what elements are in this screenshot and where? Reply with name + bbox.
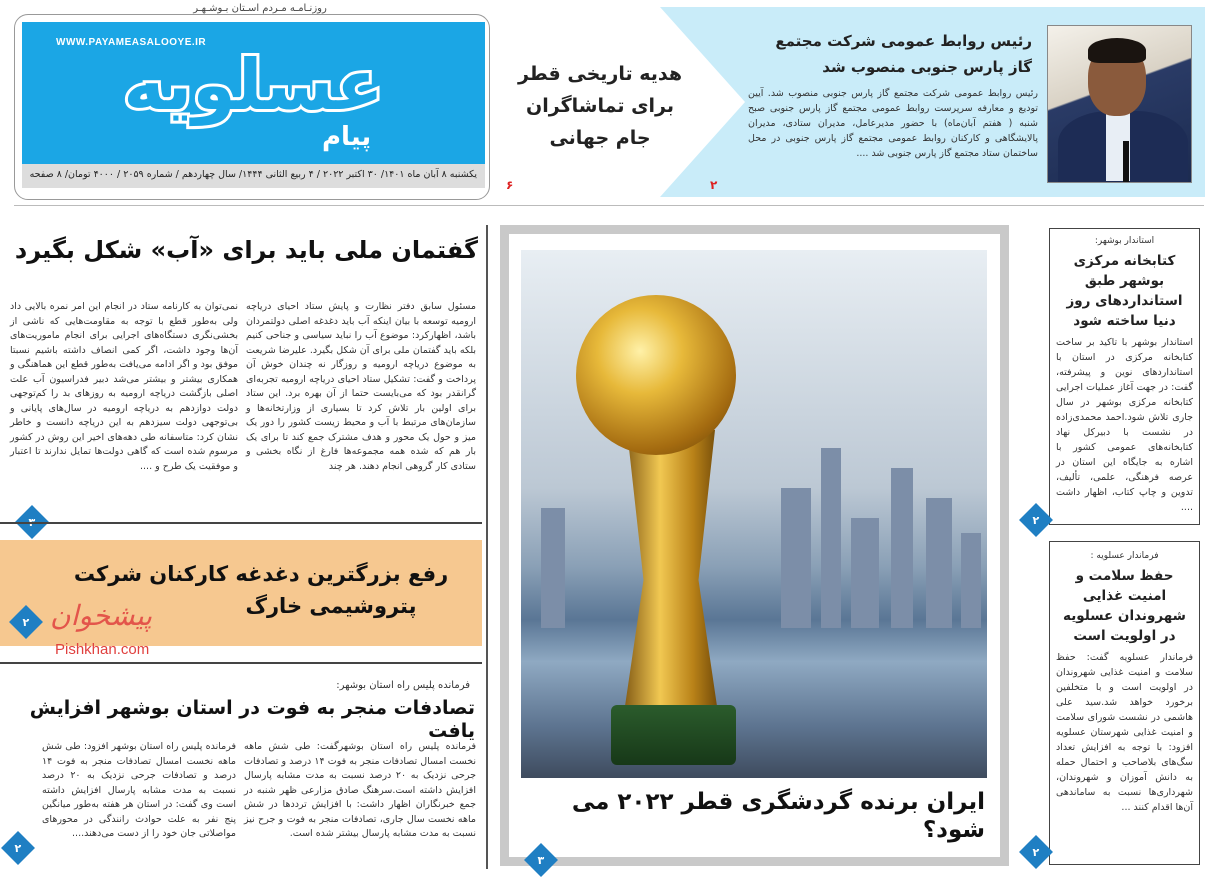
accidents-page-badge: ۲	[1, 831, 35, 865]
library-headline[interactable]: کتابخانه مرکزی بوشهر طبق استانداردهای روز دنیا ساخته شود	[1066, 253, 1183, 329]
world-cup-trophy-photo[interactable]	[521, 250, 987, 778]
kharg-headline-line1: رفع بزرگترین دغدغه کارکنان شرکت	[73, 562, 449, 586]
library-page-badge: ۲	[1019, 503, 1053, 537]
accidents-headline[interactable]: تصادفات منجر به فوت در استان بوشهر افزایش یافت	[29, 697, 475, 742]
food-safety-story	[1049, 541, 1200, 865]
masthead-logo-banner	[22, 22, 485, 164]
teaser-pr-headline[interactable]: رئیس روابط عمومی شرکت مجتمع گاز پارس جنوبی منصوب شد	[775, 32, 1032, 76]
accidents-kicker: فرمانده پلیس راه استان بوشهر:	[336, 680, 470, 691]
accidents-col-left: فرمانده پلیس راه استان بوشهر افزود: طی شش ماهه نخست امسال تصادفات منجر به فوت ۱۴ درصد و تصادفات جرحی نزدیک به ۲۰ درصد نسبت به مدت مشابه پارسال افزایش داشته است وی گفت: در استان هر هفته به‌طور میانگین پنج نفر به علت حوادث رانندگی در محورهای مواصلاتی جان خود را از دست می‌دهند....	[42, 741, 236, 839]
watermark-url: Pishkhan.com	[55, 641, 150, 658]
food-headline[interactable]: حفظ سلامت و امنیت غذایی شهروندان عسلویه در اولویت است	[1063, 568, 1186, 644]
teaser-pr-photo	[1047, 25, 1192, 183]
water-col-left: نمی‌توان به کارنامه ستاد در انجام این امر نمره بالایی داد ولی به‌طور قطع با توجه به مقاومت‌هایی که ناشی از بخشی‌نگری دستگاه‌های اجرایی برای انجام ماموریت‌های آن‌ها وجود داشت، اگر کمی انصاف داشته باشیم نسبتا موفق بود و اگر ادامه می‌یافت به‌طور قطع این هماهنگی و همکاری بیشتر و بیشتر می‌شد دبیر فدراسیون آب علت اصلی بازگشت دریاچه ارومیه به روزهای بد را کم‌توجهی دولت دوازدهم به دریاچه ارومیه در سال‌های پایانی و بی‌توجهی دولت سیزدهم به این دریاچه دانست و خاطر نشان کرد: متاسفانه طی دهه‌های اخیر این روش در کشور مرسوم شده است که گاهی دولت‌ها تمایل ندارند تا اعتبار و موفقیت یک طرح و ....	[10, 301, 238, 472]
teaser-qatar-headline[interactable]: هدیه تاریخی قطر برای تماشاگران جام جهانی	[517, 63, 683, 149]
dateline: یکشنبه ۸ آبان ماه ۱۴۰۱/ ۳۰ اکتبر ۲۰۲۲ / ۴ ربیع الثانی ۱۴۴۴/ سال چهاردهم / شماره ۲۰۵۹ / ۴۰۰۰ تومان/ ۸ صفحه	[22, 164, 485, 188]
divider	[0, 522, 482, 524]
masthead-logo-sub: پیام	[322, 122, 372, 152]
main-story-headline[interactable]: ایران برنده گردشگری قطر ۲۰۲۲ می شود؟	[571, 789, 985, 843]
divider	[0, 662, 482, 664]
kharg-headline-line2: پتروشیمی خارگ	[245, 594, 417, 618]
library-story	[1049, 228, 1200, 525]
water-headline[interactable]: گفتمان ملی باید برای «آب» شکل بگیرد	[14, 236, 478, 264]
accidents-col-right: فرمانده پلیس راه استان بوشهرگفت: طی شش ماهه نخست امسال تصادفات منجر به فوت ۱۴ درصد و تصادفات جرحی نزدیک به ۲۰ درصد نسبت به مدت مشابه پارسال افزایش داشته است.سرهنگ صادق مزارعی ظهر شنبه در جمع خبرنگاران اظهار داشت: با افزایش ترددها در شش ماهه نخست سال جاری، تصادفات منجر به فوت و جرح نیز نسبت به مدت مشابه پارسال بیشتر شده است.	[244, 741, 477, 839]
library-kicker: استاندار بوشهر:	[1094, 236, 1155, 246]
main-story-page-badge: ۳	[524, 843, 558, 877]
teaser-pr-body: رئیس روابط عمومی شرکت مجتمع گاز پارس جنوبی منصوب شد. آیین تودیع و معارفه سرپرست روابط عمومی مجتمع گاز پارس جنوبی صبح شنبه ( هفتم آبان‌ماه) با حضور مدیرعامل، مدیران ستادی، مدیران پالایشگاهی و کارکنان روابط عمومی مجتمع گاز پارس جنوبی در محل ساختمان ستاد مجتمع گاز پارس جنوبی شد ....	[748, 88, 1038, 159]
food-body: فرماندار عسلویه گفت: حفظ سلامت و امنیت غذایی شهروندان در اولویت است و با متخلفین برخورد خواهد شد.سید علی هاشمی در نشست شورای سلامت و امنیت غذایی شهرستان عسلویه افزود: با توجه به افزایش تعداد سگ‌های بلاصاحب و احتمال حمله به دانش آموزان و شهروندان، شهرداری‌ها نسبت به ساماندهی آن‌ها اقدام کنند ...	[1056, 652, 1193, 813]
masthead-url[interactable]: WWW.PAYAMEASALOOYE.IR	[56, 37, 207, 48]
column-divider	[486, 225, 488, 869]
food-page-badge: ۲	[1019, 835, 1053, 869]
water-col-right: مسئول سابق دفتر نظارت و پایش ستاد احیای دریاچه ارومیه توسعه با بیان اینکه آب باید دغدغه اصلی دولتمردان باشد، اظهارکرد: موضوع آب را نباید سیاسی و جناحی کنیم بلکه باید گفتمان ملی برای آن شکل بگیرد. علیرضا شریعت به موضوع دریاچه ارومیه و روزگار نه چندان خوش آن پرداخت و گفت: تشکیل ستاد احیای دریاچه ارومیه تجربه‌ای گرانقدر بود که می‌بایست حتما از آن بهره برد. این ستاد برای اولین بار تلاش کرد تا بسیاری از وزارتخانه‌ها و سازمان‌های مرتبط با آب و محیط زیست کشور را دور یک میز و حول یک محور و هدف مشترک جمع کند تا برای یک بار هم که شده همه مجموعه‌ها فارغ از نگاه بخشی و ستادی کار گروهی انجام دهند. هر چند	[246, 301, 476, 472]
teaser-pr-page-ref: ۲	[710, 178, 718, 192]
food-kicker: فرماندار عسلویه :	[1090, 551, 1159, 561]
kharg-page-badge: ۲	[9, 605, 43, 639]
teaser-qatar-page-ref: ۶	[506, 178, 514, 192]
masthead-logo: عسلویه	[123, 44, 384, 126]
library-body: استاندار بوشهر با تاکید بر ساخت کتابخانه مرکزی در استان با استانداردهای نوین و پیشرفته، گفت: در جهت آغاز عملیات اجرایی کتابخانه مرکزی بوشهر در سال جاری تلاش شود.احمد محمدی‌زاده در نشست با دبیرکل نهاد کتابخانه‌های عمومی کشور با اشاره به جایگاه این استان در عرصه فرهنگی، علمی، تألیف، تدوین و چاپ کتاب، اظهار داشت ....	[1056, 337, 1193, 513]
watermark-logo: پیشخوان	[50, 599, 153, 632]
masthead-tagline: روزنـامـه مـردم اسـتان بـوشـهـر	[150, 3, 370, 14]
header-divider	[14, 205, 1204, 206]
